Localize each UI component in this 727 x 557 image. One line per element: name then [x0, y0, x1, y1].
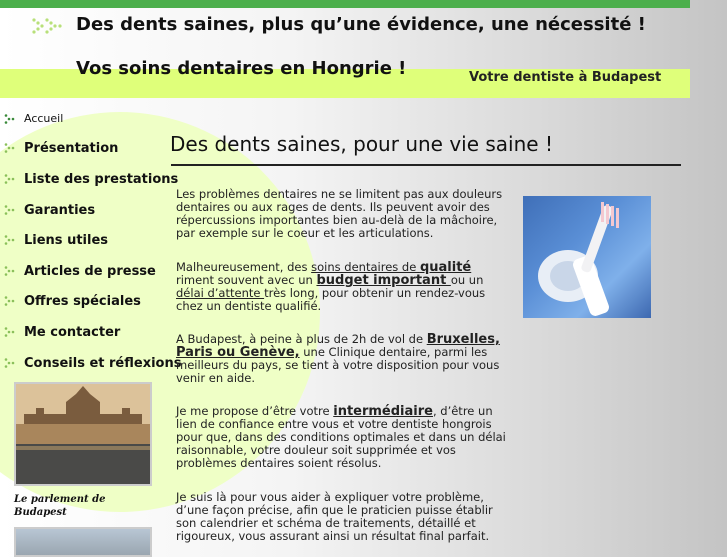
link-text: soins dentaires de: [311, 260, 420, 274]
nav-item-label: Offres spéciales: [24, 294, 141, 309]
text: très long, pour obtenir un rendez-vous chez un dentiste qualifié.: [176, 286, 486, 313]
arrow-bullet-icon: [4, 296, 18, 306]
arrow-bullet-icon: [4, 358, 18, 368]
arrow-bullet-icon: [4, 174, 18, 184]
top-green-bar: [0, 0, 690, 8]
arrow-bullet-icon: [4, 114, 18, 124]
paragraph-4: [176, 405, 510, 470]
nav-item-label: Accueil: [24, 112, 64, 125]
arrow-bullet-icon: [4, 143, 18, 153]
link-soins-dentaires[interactable]: [311, 260, 471, 274]
site-title-line1: Des dents saines, plus qu’une évidence, une nécessité !: [76, 14, 646, 35]
nav-item-label: Liste des prestations: [24, 172, 179, 187]
nav-item-label: Me contacter: [24, 325, 121, 340]
text: Malheureusement, des: [176, 260, 312, 274]
photo-caption: [14, 493, 105, 519]
toothbrush-image: [523, 196, 651, 318]
arrow-bullet-icon: [4, 327, 18, 337]
text: riment souvent avec un: [176, 273, 317, 287]
paragraph-3: [176, 333, 510, 385]
nav-item-label: Présentation: [24, 141, 119, 156]
caption-line1: Le parlement de: [14, 494, 106, 505]
arrow-bullet-icon: [4, 235, 18, 245]
link-budget[interactable]: budget important: [316, 273, 451, 288]
text: une Clinique dentaire, parmi les meilleurs du pays, se tient à votre disposition pour vous venir en aide.: [176, 345, 500, 385]
toothbrush-illustration: [523, 196, 651, 318]
paragraph-1: Les problèmes dentaires ne se limitent pas aux douleurs dentaires ou aux rages de dents. Ils peuvent avoir des répercussions importantes bien au-delà de la mâchoire, par exemple sur le coeur et les articulations.: [176, 187, 503, 240]
arrow-bullet-icon: [4, 266, 18, 276]
paragraph-5: Je suis là pour vous aider à expliquer votre problème, d’une façon précise, afin que le praticien puisse établir son calendrier et schéma de traitements, détaillé et rigoureux, vous assurant ainsi un résultat final parfait.: [176, 490, 493, 543]
parliament-photo: [14, 382, 152, 486]
nav-item-label: Liens utiles: [24, 233, 109, 248]
text: Je me propose d’être votre: [176, 404, 334, 418]
site-subtitle: Votre dentiste à Budapest: [469, 70, 662, 85]
double-arrow-icon: [32, 17, 66, 35]
caption-line2: Budapest: [14, 507, 67, 518]
text: , d’être un lien de confiance entre vous et votre dentiste hongrois pour que, dans des conditions optimales et dans un délai raisonnable, votre douleur soit supprimée et vos problèmes dentaires soient résolus.: [176, 404, 506, 470]
text: A Budapest, à peine à plus de 2h de vol de: [176, 332, 427, 346]
arrow-bullet-icon: [4, 205, 18, 215]
paragraph-2: [176, 261, 510, 313]
nav-item-label: Conseils et réflexions: [24, 356, 182, 371]
main-title: Des dents saines, pour une vie saine !: [170, 132, 553, 156]
link-intermediaire[interactable]: intermédiaire: [333, 404, 433, 419]
text: ou un: [450, 273, 484, 287]
site-title-line2: Vos soins dentaires en Hongrie !: [76, 58, 407, 79]
nav-item-label: Articles de presse: [24, 264, 156, 279]
nav-item-label: Garanties: [24, 203, 96, 218]
link-text-bold: qualité: [419, 260, 472, 275]
link-villes[interactable]: Bruxelles, Paris ou Genève,: [176, 332, 500, 360]
title-divider: [171, 164, 681, 166]
second-photo: [14, 527, 152, 557]
link-delai[interactable]: délai d’attente: [176, 286, 265, 300]
parliament-illustration: [16, 384, 150, 484]
